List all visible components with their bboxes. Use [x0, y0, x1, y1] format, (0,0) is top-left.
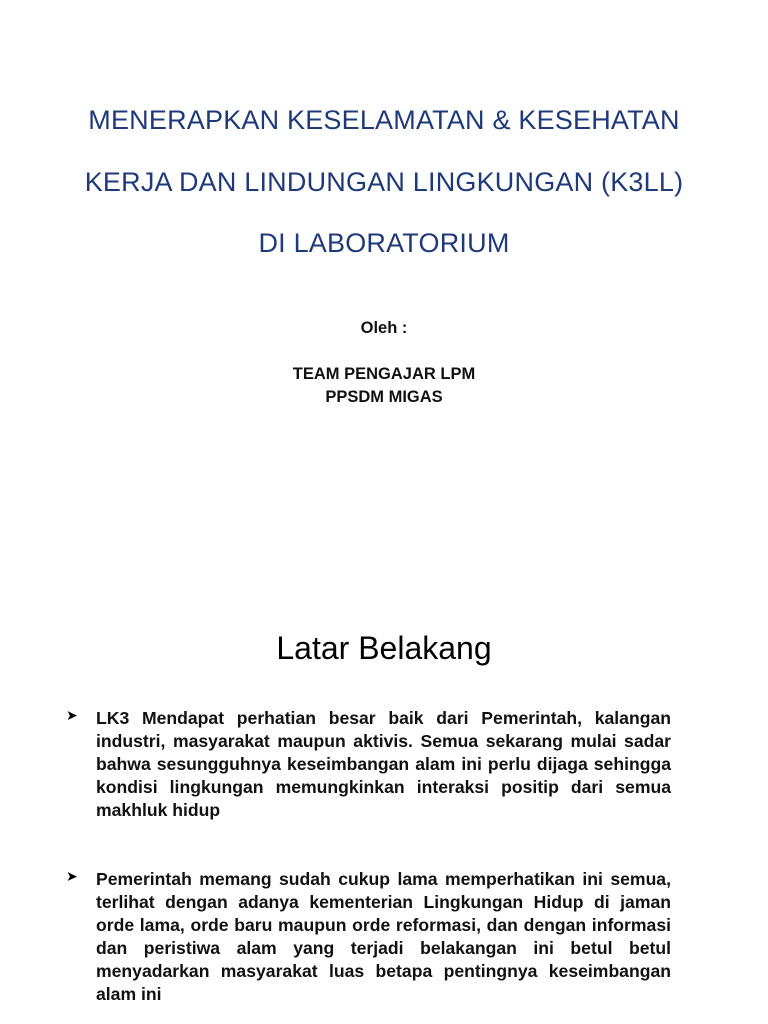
- title-line-1: MENERAPKAN KESELAMATAN & KESEHATAN: [88, 105, 680, 135]
- section-heading: Latar Belakang: [276, 630, 492, 666]
- bullet-text: LK3 Mendapat perhatian besar baik dari Pemerintah, kalangan industri, masyarakat maupun aktivis. Semua sekarang mulai sadar bahwa sesungguhnya keseimbangan alam ini perlu dijaga sehingga kondisi lingkungan memungkinkan interaksi positip dari semua makhluk hidup: [96, 708, 671, 820]
- title-line-2: KERJA DAN LINDUNGAN LINGKUNGAN (K3LL): [84, 167, 684, 197]
- content-slide: [0, 575, 768, 1024]
- bullet-item: [66, 707, 671, 822]
- bullet-text: Pemerintah memang sudah cukup lama memperhatikan ini semua, terlihat dengan adanya kementerian Lingkungan Hidup di jaman orde lama, orde baru maupun orde reformasi, dan dengan informasi dan peristiwa alam yang terjadi belakangan ini betul betul menyadarkan masyarakat luas betapa pentingnya keseimbangan alam ini: [96, 869, 671, 1004]
- bullet-item: [66, 868, 671, 1006]
- author-line-1: TEAM PENGAJAR LPM: [292, 365, 476, 383]
- arrow-bullet-icon: ➤: [66, 708, 78, 724]
- title-line-3: DI LABORATORIUM: [258, 228, 510, 258]
- author-line-2: PPSDM MIGAS: [325, 388, 443, 406]
- by-label: Oleh :: [360, 319, 408, 337]
- arrow-bullet-icon: ➤: [66, 869, 78, 885]
